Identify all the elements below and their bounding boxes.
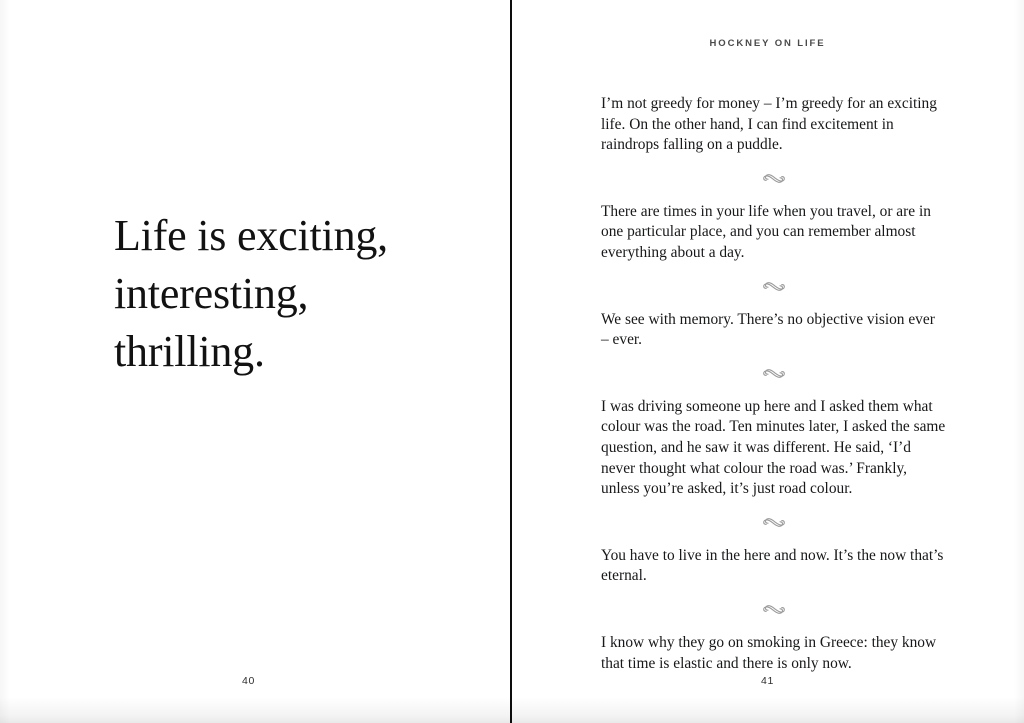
spacer <box>601 264 946 280</box>
spacer <box>601 156 946 172</box>
quote-paragraph: I’m not greedy for money – I’m greedy for an exciting life. On the other hand, I can find excitement in raindrops falling on a puddle. <box>601 95 937 154</box>
display-quote-line-1: Life is exciting, <box>114 211 388 260</box>
swirl-ornament-icon <box>601 172 946 185</box>
swirl-ornament-icon <box>601 603 946 616</box>
display-quote <box>114 207 454 381</box>
spacer <box>601 529 946 546</box>
quote-textblock <box>601 94 946 674</box>
page-number-left: 40 <box>242 675 255 687</box>
spacer <box>601 587 946 603</box>
running-head: HOCKNEY ON LIFE <box>709 38 826 49</box>
display-quote-line-2: interesting, <box>114 269 309 318</box>
quote-paragraph: I was driving someone up here and I asked them what colour was the road. Ten minutes later, I asked the same question, and he saw it was different. He said, ‘I’d never thought what colour the road was.’ Frankly, unless you’re asked, it’s just road colour. <box>601 397 946 498</box>
quote-paragraph: We see with memory. There’s no objective vision ever – ever. <box>601 310 935 349</box>
swirl-ornament-icon <box>601 367 946 380</box>
spacer <box>601 185 946 202</box>
right-page <box>511 0 1024 723</box>
swirl-ornament-icon <box>601 516 946 529</box>
quote-paragraph: I know why they go on smoking in Greece: they know that time is elastic and there is only now. <box>601 633 937 672</box>
spacer <box>601 500 946 516</box>
quote-paragraph: You have to live in the here and now. It’s the now that’s eternal. <box>601 546 944 585</box>
display-quote-line-3: thrilling. <box>114 327 265 376</box>
spacer <box>601 351 946 367</box>
quote-paragraph: There are times in your life when you travel, or are in one particular place, and you can remember almost everything about a day. <box>601 202 931 261</box>
spacer <box>601 293 946 310</box>
spacer <box>601 380 946 397</box>
spacer <box>601 616 946 633</box>
page-number-right: 41 <box>761 675 774 687</box>
swirl-ornament-icon <box>601 280 946 293</box>
left-page <box>0 0 511 723</box>
book-spine-divider <box>510 0 512 723</box>
